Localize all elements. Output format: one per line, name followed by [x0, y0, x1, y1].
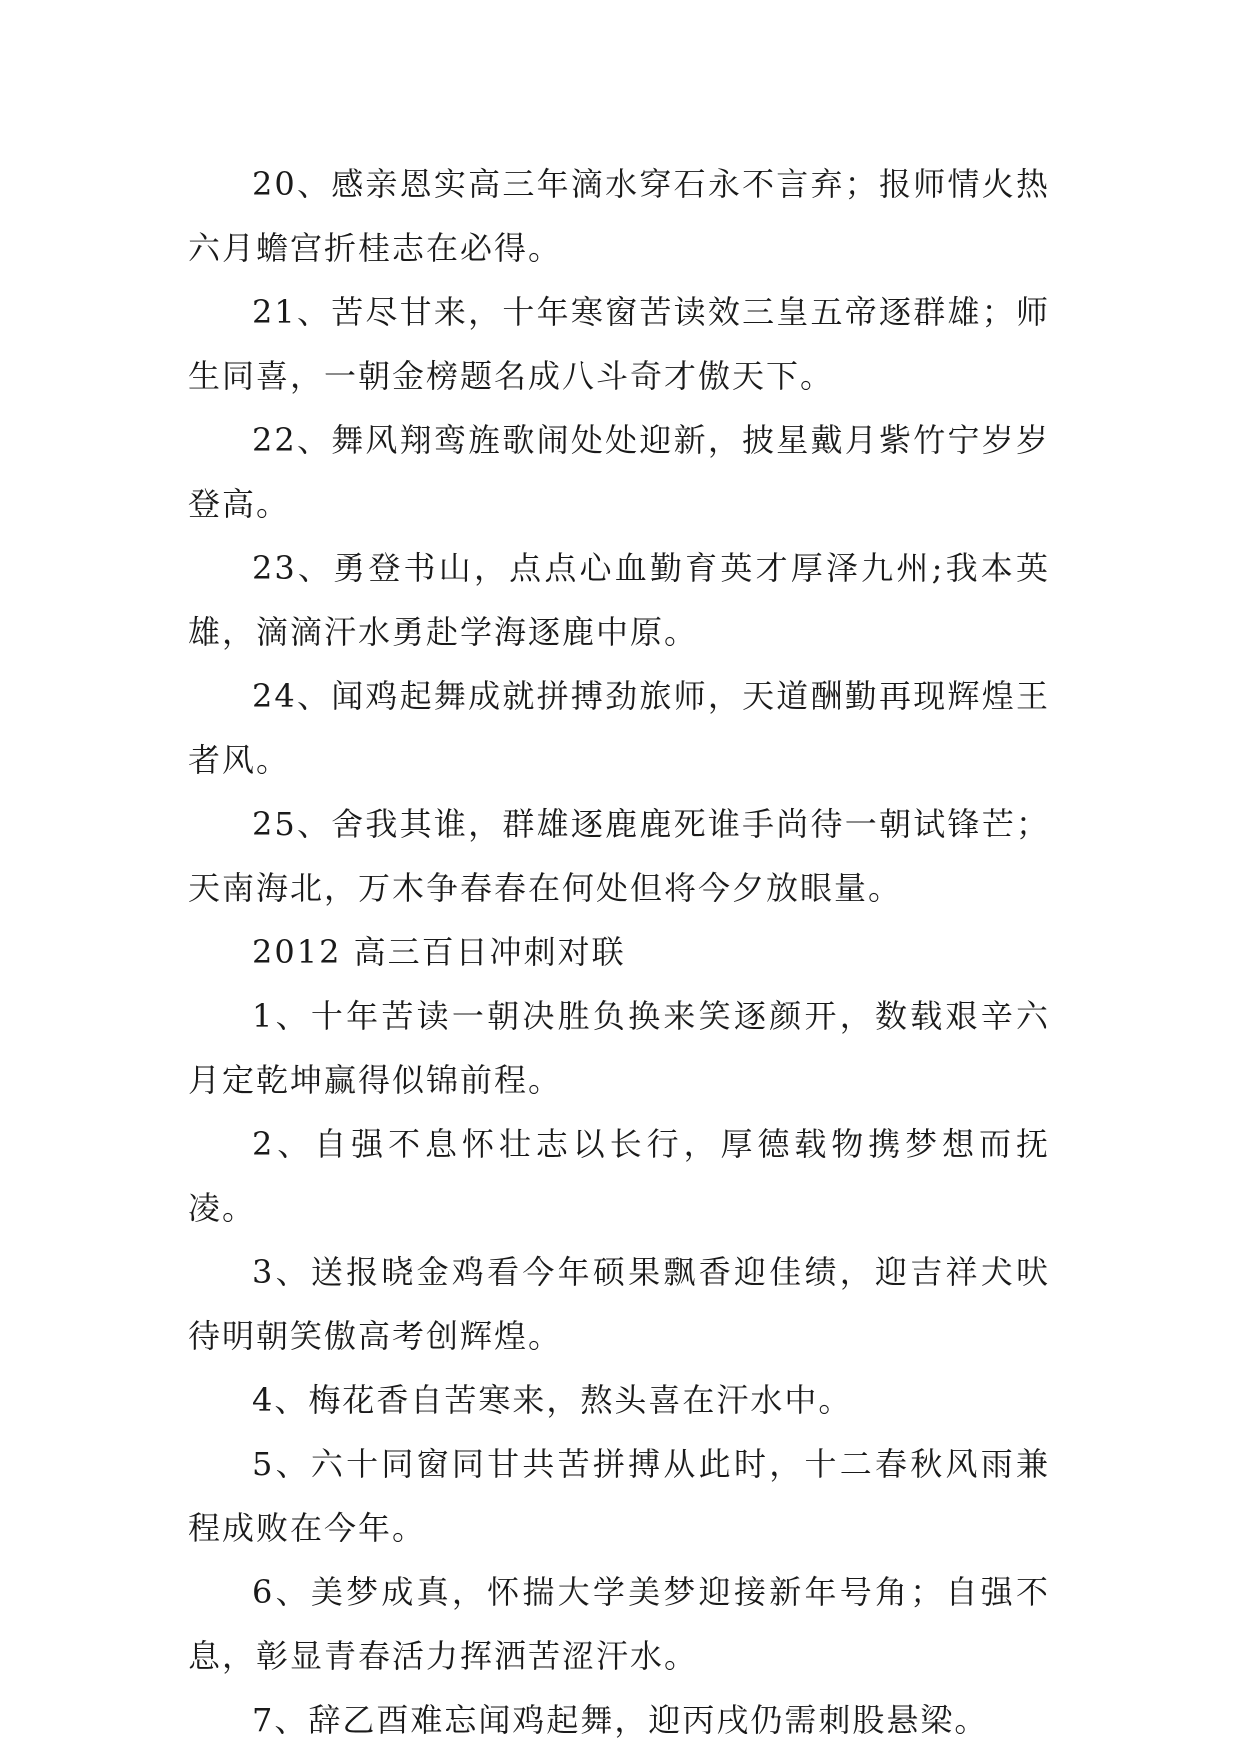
paragraph-couplet-25: 25、舍我其谁，群雄逐鹿鹿死谁手尚待一朝试锋芒；天南海北，万木争春春在何处但将今夕放眼量。 — [188, 805, 1050, 907]
paragraph-couplet-21: 21、苦尽甘来，十年寒窗苦读效三皇五帝逐群雄；师生同喜，一朝金榜题名成八斗奇才傲天下。 — [188, 293, 1050, 395]
section-heading: 2012 高三百日冲刺对联 — [252, 933, 626, 971]
paragraph-couplet-1: 1、十年苦读一朝决胜负换来笑逐颜开，数载艰辛六月定乾坤赢得似锦前程。 — [188, 997, 1050, 1099]
paragraph-couplet-5: 5、六十同窗同甘共苦拼搏从此时，十二春秋风雨兼程成败在今年。 — [188, 1445, 1050, 1547]
paragraph-couplet-3: 3、送报晓金鸡看今年硕果飘香迎佳绩，迎吉祥犬吠待明朝笑傲高考创辉煌。 — [188, 1253, 1050, 1355]
paragraph-couplet-23: 23、勇登书山，点点心血勤育英才厚泽九州;我本英雄，滴滴汗水勇赴学海逐鹿中原。 — [188, 549, 1050, 651]
paragraph-couplet-20: 20、感亲恩实高三年滴水穿石永不言弃；报师情火热六月蟾宫折桂志在必得。 — [188, 165, 1050, 267]
paragraph-couplet-4: 4、梅花香自苦寒来，熬头喜在汗水中。 — [252, 1381, 853, 1419]
paragraph-couplet-2: 2、自强不息怀壮志以长行，厚德载物携梦想而抚凌。 — [188, 1125, 1050, 1227]
paragraph-couplet-7: 7、辞乙酉难忘闻鸡起舞，迎丙戌仍需刺股悬梁。 — [252, 1701, 989, 1739]
paragraph-couplet-24: 24、闻鸡起舞成就拼搏劲旅师，天道酬勤再现辉煌王者风。 — [188, 677, 1050, 779]
document-body — [188, 152, 1050, 1752]
paragraph-couplet-6: 6、美梦成真，怀揣大学美梦迎接新年号角；自强不息，彰显青春活力挥洒苦涩汗水。 — [188, 1573, 1050, 1675]
paragraph-couplet-22: 22、舞风翔鸾旌歌闹处处迎新，披星戴月紫竹宁岁岁登高。 — [188, 421, 1050, 523]
